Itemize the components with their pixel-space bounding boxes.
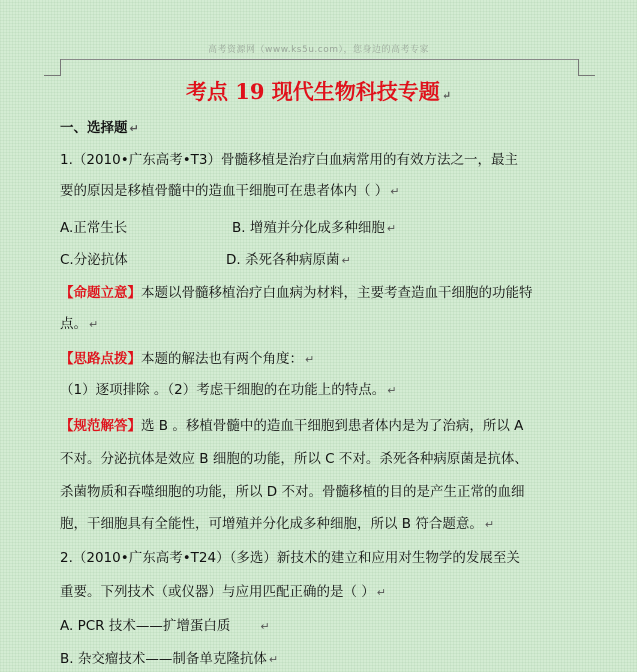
- q1-option-d: D. 杀死各种病原菌 ↵: [226, 252, 351, 268]
- q1-stem-line1: 1.（2010•广东高考•T3）骨髓移植是治疗白血病常用的有效方法之一，最主: [60, 152, 518, 168]
- crop-mark-left: [44, 59, 61, 76]
- section-heading: 一、选择题 ↵: [60, 120, 139, 136]
- q2-stem-line2: 重要。下列技术（或仪器）与应用匹配正确的是（ ） ↵: [60, 584, 387, 600]
- q2-stem-line1: 2.（2010•广东高考•T24）（多选）新技术的建立和应用对生物学的发展至关: [60, 550, 520, 566]
- header-watermark: 高考资源网（www.ks5u.com），您身边的高考专家: [207, 45, 430, 55]
- q1-stem-line2: 要的原因是移植骨髓中的造血干细胞可在患者体内（ ） ↵: [60, 183, 400, 199]
- q1-silu-line1: 【思路点拨】本题的解法也有两个角度： ↵: [60, 351, 315, 367]
- q1-silu-line2: （1）逐项排除 。（2）考虑干细胞的在功能上的特点。 ↵: [60, 382, 397, 398]
- guifan-tag: 【规范解答】: [60, 418, 141, 434]
- q1-mingti-line2: 点。 ↵: [60, 316, 99, 332]
- q1-guifan-line1: 【规范解答】选 B 。移植骨髓中的造血干细胞到患者体内是为了治病，所以 A: [60, 418, 524, 434]
- q1-guifan-line2: 不对。分泌抗体是效应 B 细胞的功能，所以 C 不对。杀死各种病原菌是抗体、: [60, 451, 528, 467]
- q1-option-b: B. 增殖并分化成多种细胞 ↵: [232, 220, 397, 236]
- crop-mark-right: [578, 59, 595, 76]
- q2-option-b: B. 杂交瘤技术——制备单克隆抗体 ↵: [60, 651, 279, 667]
- page-title: 考点 19 现代生物科技专题 ↵: [185, 79, 452, 104]
- q1-mingti-line1: 【命题立意】本题以骨髓移植治疗白血病为材料，主要考查造血干细胞的功能特: [60, 285, 533, 301]
- q1-option-a: A.正常生长: [60, 220, 128, 236]
- q1-guifan-line4: 胞，干细胞具有全能性，可增殖并分化成多种细胞，所以 B 符合题意。 ↵: [60, 516, 495, 532]
- header-rule: [60, 59, 578, 60]
- silu-tag: 【思路点拨】: [60, 351, 141, 367]
- q1-option-c: C.分泌抗体: [60, 252, 128, 268]
- q1-guifan-line3: 杀菌物质和吞噬细胞的功能，所以 D 不对。骨髓移植的目的是产生正常的血细: [60, 484, 525, 500]
- mingti-tag: 【命题立意】: [60, 285, 141, 301]
- q2-option-a: A. PCR 技术——扩增蛋白质 ↵: [60, 618, 270, 634]
